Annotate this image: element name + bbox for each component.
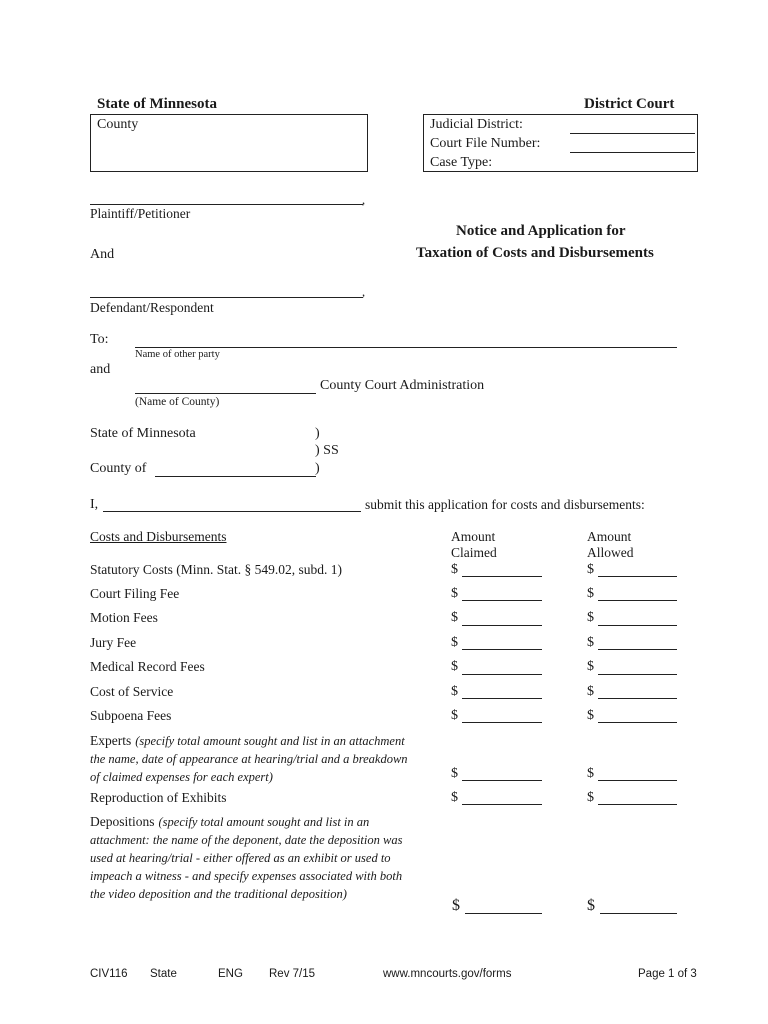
footer-url[interactable]: www.mncourts.gov/forms xyxy=(383,968,512,980)
applicant-name-field[interactable] xyxy=(103,511,361,512)
and-notice-label: and xyxy=(90,362,111,377)
form-title-line2: Taxation of Costs and Disbursements xyxy=(416,245,654,261)
currency-symbol: $ xyxy=(451,586,458,601)
venue-paren-2: ) xyxy=(315,461,320,476)
row-statutory-costs: Statutory Costs (Minn. Stat. § 549.02, subd. 1) xyxy=(90,562,343,577)
venue-paren-1: ) xyxy=(315,426,320,441)
currency-symbol: $ xyxy=(587,708,594,723)
court-file-number-field[interactable] xyxy=(570,152,695,153)
amount-claimed-header-1: Amount xyxy=(451,529,496,544)
claimed-field[interactable] xyxy=(462,804,542,805)
currency-symbol: $ xyxy=(587,684,594,699)
row-court-filing-fee: Court Filing Fee xyxy=(90,586,180,601)
judicial-district-field[interactable] xyxy=(570,133,695,134)
venue-county-field[interactable] xyxy=(155,476,316,477)
amount-allowed-header-1: Amount xyxy=(587,529,632,544)
currency-symbol: $ xyxy=(451,790,458,805)
footer-language: ENG xyxy=(218,968,243,980)
allowed-field[interactable] xyxy=(598,600,677,601)
county-court-admin-label: County Court Administration xyxy=(320,378,485,393)
row-medical-record-fees: Medical Record Fees xyxy=(90,659,205,674)
claimed-field[interactable] xyxy=(462,600,542,601)
currency-symbol: $ xyxy=(451,562,458,577)
currency-symbol: $ xyxy=(587,766,594,781)
defendant-field[interactable] xyxy=(90,297,363,298)
state-heading: State of Minnesota xyxy=(97,96,217,112)
currency-symbol: $ xyxy=(451,708,458,723)
allowed-field[interactable] xyxy=(598,576,677,577)
plaintiff-label: Plaintiff/Petitioner xyxy=(90,206,191,221)
row-reproduction-of-exhibits: Reproduction of Exhibits xyxy=(90,790,227,805)
form-title-line1: Notice and Application for xyxy=(456,223,626,239)
currency-symbol: $ xyxy=(587,635,594,650)
experts-label: Experts xyxy=(90,733,132,748)
claimed-field[interactable] xyxy=(462,698,542,699)
depositions-note: (specify total amount sought and list in an attachment: the name of the deponent, date the deposition was used at hearing/trial - either offered as an exhibit or used to impeach a witness - and specify expenses associated with both the video deposition and the traditional deposition) xyxy=(90,815,403,901)
allowed-field[interactable] xyxy=(598,722,677,723)
case-type-label: Case Type: xyxy=(430,155,493,170)
amount-claimed-header-2: Claimed xyxy=(451,545,497,560)
claimed-field[interactable] xyxy=(462,722,542,723)
county-label: County xyxy=(97,117,139,132)
allowed-field[interactable] xyxy=(598,804,677,805)
defendant-comma: , xyxy=(362,285,366,299)
venue-state: State of Minnesota xyxy=(90,426,196,441)
costs-heading: Costs and Disbursements xyxy=(90,529,227,544)
row-subpoena-fees: Subpoena Fees xyxy=(90,708,172,723)
submit-text: submit this application for costs and disbursements: xyxy=(365,497,645,512)
footer-page-number: Page 1 of 3 xyxy=(638,968,697,980)
defendant-label: Defendant/Respondent xyxy=(90,300,214,315)
row-jury-fee: Jury Fee xyxy=(90,635,137,650)
currency-symbol: $ xyxy=(451,684,458,699)
court-heading: District Court xyxy=(584,96,675,112)
plaintiff-comma: , xyxy=(362,193,366,207)
footer-form-number: CIV116 xyxy=(90,968,128,980)
other-party-caption: Name of other party xyxy=(135,349,220,360)
row-motion-fees: Motion Fees xyxy=(90,610,158,625)
currency-symbol: $ xyxy=(587,897,595,914)
allowed-field[interactable] xyxy=(598,780,677,781)
depositions-label: Depositions xyxy=(90,814,155,829)
to-label: To: xyxy=(90,332,109,347)
currency-symbol: $ xyxy=(451,610,458,625)
court-file-number-label: Court File Number: xyxy=(430,136,541,151)
allowed-field[interactable] xyxy=(598,649,677,650)
experts-note: (specify total amount sought and list in an attachment the name, date of appearance at hearing/trial and a breakdown of claimed expenses for each expert) xyxy=(90,734,408,784)
venue-county-of: County of xyxy=(90,461,147,476)
county-name-field[interactable] xyxy=(135,393,316,394)
claimed-field[interactable] xyxy=(462,674,542,675)
row-depositions xyxy=(90,813,405,903)
allowed-field[interactable] xyxy=(598,698,677,699)
currency-symbol: $ xyxy=(587,610,594,625)
county-name-caption: (Name of County) xyxy=(135,396,220,408)
applicant-i: I, xyxy=(90,497,99,512)
currency-symbol: $ xyxy=(452,897,460,914)
currency-symbol: $ xyxy=(451,635,458,650)
plaintiff-field[interactable] xyxy=(90,204,363,205)
row-experts xyxy=(90,732,410,786)
currency-symbol: $ xyxy=(587,586,594,601)
amount-allowed-header-2: Allowed xyxy=(587,545,634,560)
claimed-field[interactable] xyxy=(462,576,542,577)
judicial-district-label: Judicial District: xyxy=(430,117,523,132)
claimed-field[interactable] xyxy=(462,625,542,626)
venue-ss: ) SS xyxy=(315,443,339,458)
allowed-field[interactable] xyxy=(598,625,677,626)
other-party-field[interactable] xyxy=(135,347,677,348)
claimed-field[interactable] xyxy=(465,913,542,914)
currency-symbol: $ xyxy=(587,790,594,805)
and-label: And xyxy=(90,247,115,262)
claimed-field[interactable] xyxy=(462,780,542,781)
currency-symbol: $ xyxy=(451,659,458,674)
footer-state: State xyxy=(150,968,177,980)
allowed-field[interactable] xyxy=(600,913,677,914)
currency-symbol: $ xyxy=(587,659,594,674)
currency-symbol: $ xyxy=(587,562,594,577)
claimed-field[interactable] xyxy=(462,649,542,650)
allowed-field[interactable] xyxy=(598,674,677,675)
footer-revision: Rev 7/15 xyxy=(269,968,316,980)
currency-symbol: $ xyxy=(451,766,458,781)
row-cost-of-service: Cost of Service xyxy=(90,684,174,699)
